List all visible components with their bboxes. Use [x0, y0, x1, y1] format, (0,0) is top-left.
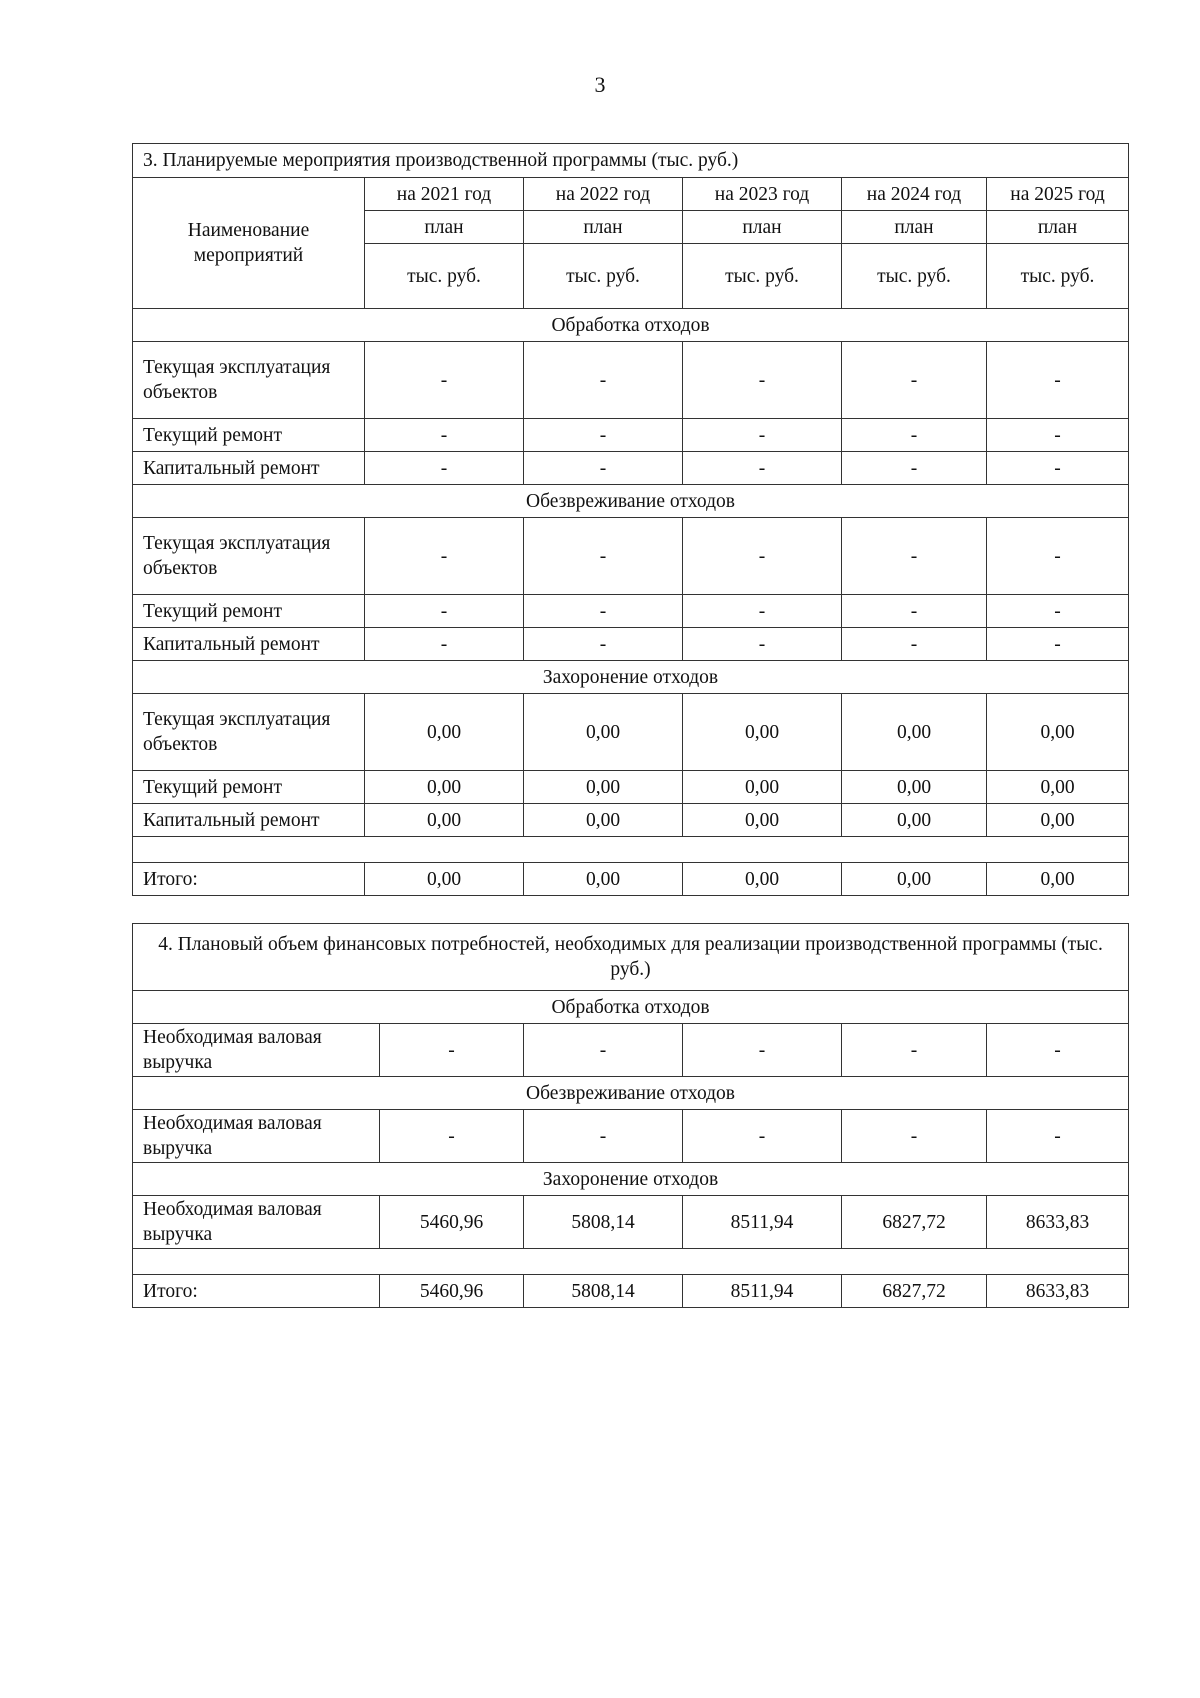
plan-header: план [683, 211, 842, 244]
cell-value: 0,00 [987, 804, 1129, 837]
section-title: Захоронение отходов [133, 1163, 1129, 1196]
cell-value: - [842, 595, 987, 628]
cell-value: 8511,94 [683, 1196, 842, 1249]
planned-activities-table [132, 143, 1129, 896]
cell-value: 0,00 [683, 771, 842, 804]
year-header: на 2025 год [987, 178, 1129, 211]
cell-value: - [987, 628, 1129, 661]
year-header: на 2022 год [524, 178, 683, 211]
cell-value: 6827,72 [842, 1196, 987, 1249]
row-name: Необходимая валовая выручка [133, 1110, 380, 1163]
cell-value: - [842, 342, 987, 419]
cell-value: 0,00 [365, 694, 524, 771]
cell-value: - [683, 342, 842, 419]
cell-value: 0,00 [365, 804, 524, 837]
cell-value: 5808,14 [524, 1196, 683, 1249]
total-value: 0,00 [842, 863, 987, 896]
cell-value: 0,00 [987, 694, 1129, 771]
cell-value: 0,00 [842, 771, 987, 804]
section-title: Обработка отходов [133, 991, 1129, 1024]
cell-value: - [683, 628, 842, 661]
row-name: Текущая эксплуатация объектов [133, 342, 365, 419]
plan-header: план [365, 211, 524, 244]
table-caption: 4. Плановый объем финансовых потребностей, необходимых для реализации производственной программы (тыс. руб.) [133, 924, 1129, 991]
year-header: на 2024 год [842, 178, 987, 211]
page-number: 3 [594, 72, 606, 97]
cell-value: - [842, 628, 987, 661]
cell-value: 0,00 [683, 804, 842, 837]
cell-value: - [683, 419, 842, 452]
cell-value: - [365, 419, 524, 452]
total-value: 0,00 [365, 863, 524, 896]
cell-value: - [842, 419, 987, 452]
cell-value: - [683, 518, 842, 595]
unit-header: тыс. руб. [524, 244, 683, 309]
section-title: Обезвреживание отходов [133, 1077, 1129, 1110]
cell-value: - [524, 595, 683, 628]
cell-value: 0,00 [987, 771, 1129, 804]
section-title: Обработка отходов [133, 309, 1129, 342]
blank-row [133, 1249, 1129, 1275]
cell-value: - [524, 419, 683, 452]
row-name: Необходимая валовая выручка [133, 1196, 380, 1249]
cell-value: - [683, 1110, 842, 1163]
cell-value: - [524, 342, 683, 419]
name-column-header: Наименование мероприятий [133, 178, 365, 309]
plan-header: план [842, 211, 987, 244]
total-value: 5808,14 [524, 1275, 683, 1308]
total-label: Итого: [133, 863, 365, 896]
total-value: 8511,94 [683, 1275, 842, 1308]
row-name: Капитальный ремонт [133, 452, 365, 485]
cell-value: - [987, 419, 1129, 452]
unit-header: тыс. руб. [683, 244, 842, 309]
cell-value: 8633,83 [987, 1196, 1129, 1249]
cell-value: - [365, 342, 524, 419]
row-name: Текущий ремонт [133, 595, 365, 628]
cell-value: - [365, 628, 524, 661]
cell-value: - [683, 452, 842, 485]
cell-value: - [365, 595, 524, 628]
row-name: Необходимая валовая выручка [133, 1024, 380, 1077]
cell-value: - [842, 1024, 987, 1077]
section-title: Захоронение отходов [133, 661, 1129, 694]
total-value: 8633,83 [987, 1275, 1129, 1308]
cell-value: - [524, 628, 683, 661]
cell-value: 5460,96 [380, 1196, 524, 1249]
cell-value: - [524, 518, 683, 595]
row-name: Капитальный ремонт [133, 628, 365, 661]
cell-value: 0,00 [365, 771, 524, 804]
cell-value: 0,00 [683, 694, 842, 771]
cell-value: 0,00 [524, 694, 683, 771]
blank-row [133, 837, 1129, 863]
cell-value: - [380, 1110, 524, 1163]
total-value: 0,00 [987, 863, 1129, 896]
section-title: Обезвреживание отходов [133, 485, 1129, 518]
financial-needs-table [132, 923, 1129, 1308]
cell-value: - [365, 452, 524, 485]
cell-value: - [987, 452, 1129, 485]
cell-value: - [842, 1110, 987, 1163]
plan-header: план [524, 211, 683, 244]
year-header: на 2021 год [365, 178, 524, 211]
total-value: 0,00 [524, 863, 683, 896]
cell-value: 0,00 [524, 771, 683, 804]
table-caption: 3. Планируемые мероприятия производственной программы (тыс. руб.) [133, 144, 1129, 178]
cell-value: - [380, 1024, 524, 1077]
row-name: Текущая эксплуатация объектов [133, 518, 365, 595]
row-name: Капитальный ремонт [133, 804, 365, 837]
total-label: Итого: [133, 1275, 380, 1308]
cell-value: - [524, 1110, 683, 1163]
cell-value: - [987, 1024, 1129, 1077]
cell-value: 0,00 [524, 804, 683, 837]
row-name: Текущий ремонт [133, 771, 365, 804]
cell-value: - [987, 1110, 1129, 1163]
unit-header: тыс. руб. [365, 244, 524, 309]
cell-value: - [987, 342, 1129, 419]
cell-value: 0,00 [842, 694, 987, 771]
cell-value: - [987, 518, 1129, 595]
unit-header: тыс. руб. [842, 244, 987, 309]
cell-value: - [683, 595, 842, 628]
cell-value: - [365, 518, 524, 595]
cell-value: - [842, 452, 987, 485]
cell-value: - [524, 1024, 683, 1077]
year-header: на 2023 год [683, 178, 842, 211]
unit-header: тыс. руб. [987, 244, 1129, 309]
cell-value: - [683, 1024, 842, 1077]
row-name: Текущая эксплуатация объектов [133, 694, 365, 771]
plan-header: план [987, 211, 1129, 244]
cell-value: 0,00 [842, 804, 987, 837]
total-value: 5460,96 [380, 1275, 524, 1308]
cell-value: - [524, 452, 683, 485]
total-value: 0,00 [683, 863, 842, 896]
row-name: Текущий ремонт [133, 419, 365, 452]
cell-value: - [987, 595, 1129, 628]
cell-value: - [842, 518, 987, 595]
total-value: 6827,72 [842, 1275, 987, 1308]
